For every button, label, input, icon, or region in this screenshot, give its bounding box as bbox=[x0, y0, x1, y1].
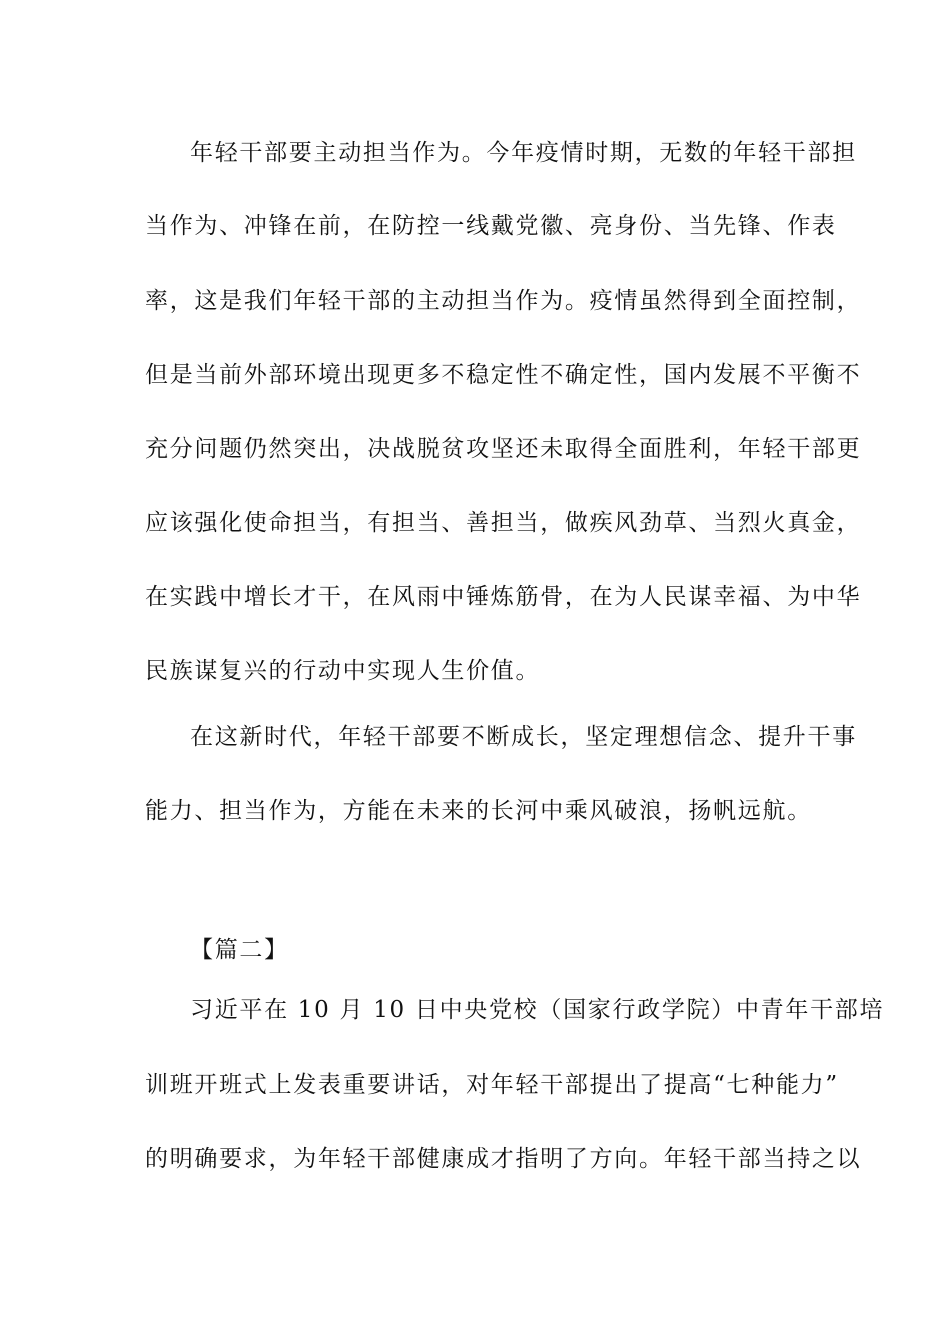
paragraph-1-line-3: 率，这是我们年轻干部的主动担当作为。疫情虽然得到全面控制， bbox=[145, 288, 862, 314]
paragraph-3-line-1: 习近平在 10 月 10 日中央党校（国家行政学院）中青年干部培 bbox=[190, 997, 885, 1023]
paragraph-1-line-8: 民族谋复兴的行动中实现人生价值。 bbox=[145, 658, 541, 684]
paragraph-1-line-1: 年轻干部要主动担当作为。今年疫情时期，无数的年轻干部担 bbox=[190, 140, 857, 166]
paragraph-3-line-2: 训班开班式上发表重要讲话，对年轻干部提出了提高“七种能力” bbox=[145, 1072, 839, 1098]
paragraph-2-line-1: 在这新时代，年轻干部要不断成长，坚定理想信念、提升干事 bbox=[190, 724, 857, 750]
paragraph-1-line-4: 但是当前外部环境出现更多不稳定性不确定性，国内发展不平衡不 bbox=[145, 362, 862, 388]
paragraph-1-line-5: 充分问题仍然突出，决战脱贫攻坚还未取得全面胜利，年轻干部更 bbox=[145, 436, 862, 462]
paragraph-3-line-3: 的明确要求，为年轻干部健康成才指明了方向。年轻干部当持之以 bbox=[145, 1146, 862, 1172]
paragraph-1-line-6: 应该强化使命担当，有担当、善担当，做疾风劲草、当烈火真金， bbox=[145, 510, 862, 536]
section-heading: 【篇二】 bbox=[190, 937, 289, 963]
paragraph-2-line-2: 能力、担当作为，方能在未来的长河中乘风破浪，扬帆远航。 bbox=[145, 798, 812, 824]
paragraph-1-line-7: 在实践中增长才干，在风雨中锤炼筋骨，在为人民谋幸福、为中华 bbox=[145, 584, 862, 610]
paragraph-1-line-2: 当作为、冲锋在前，在防控一线戴党徽、亮身份、当先锋、作表 bbox=[145, 213, 837, 239]
